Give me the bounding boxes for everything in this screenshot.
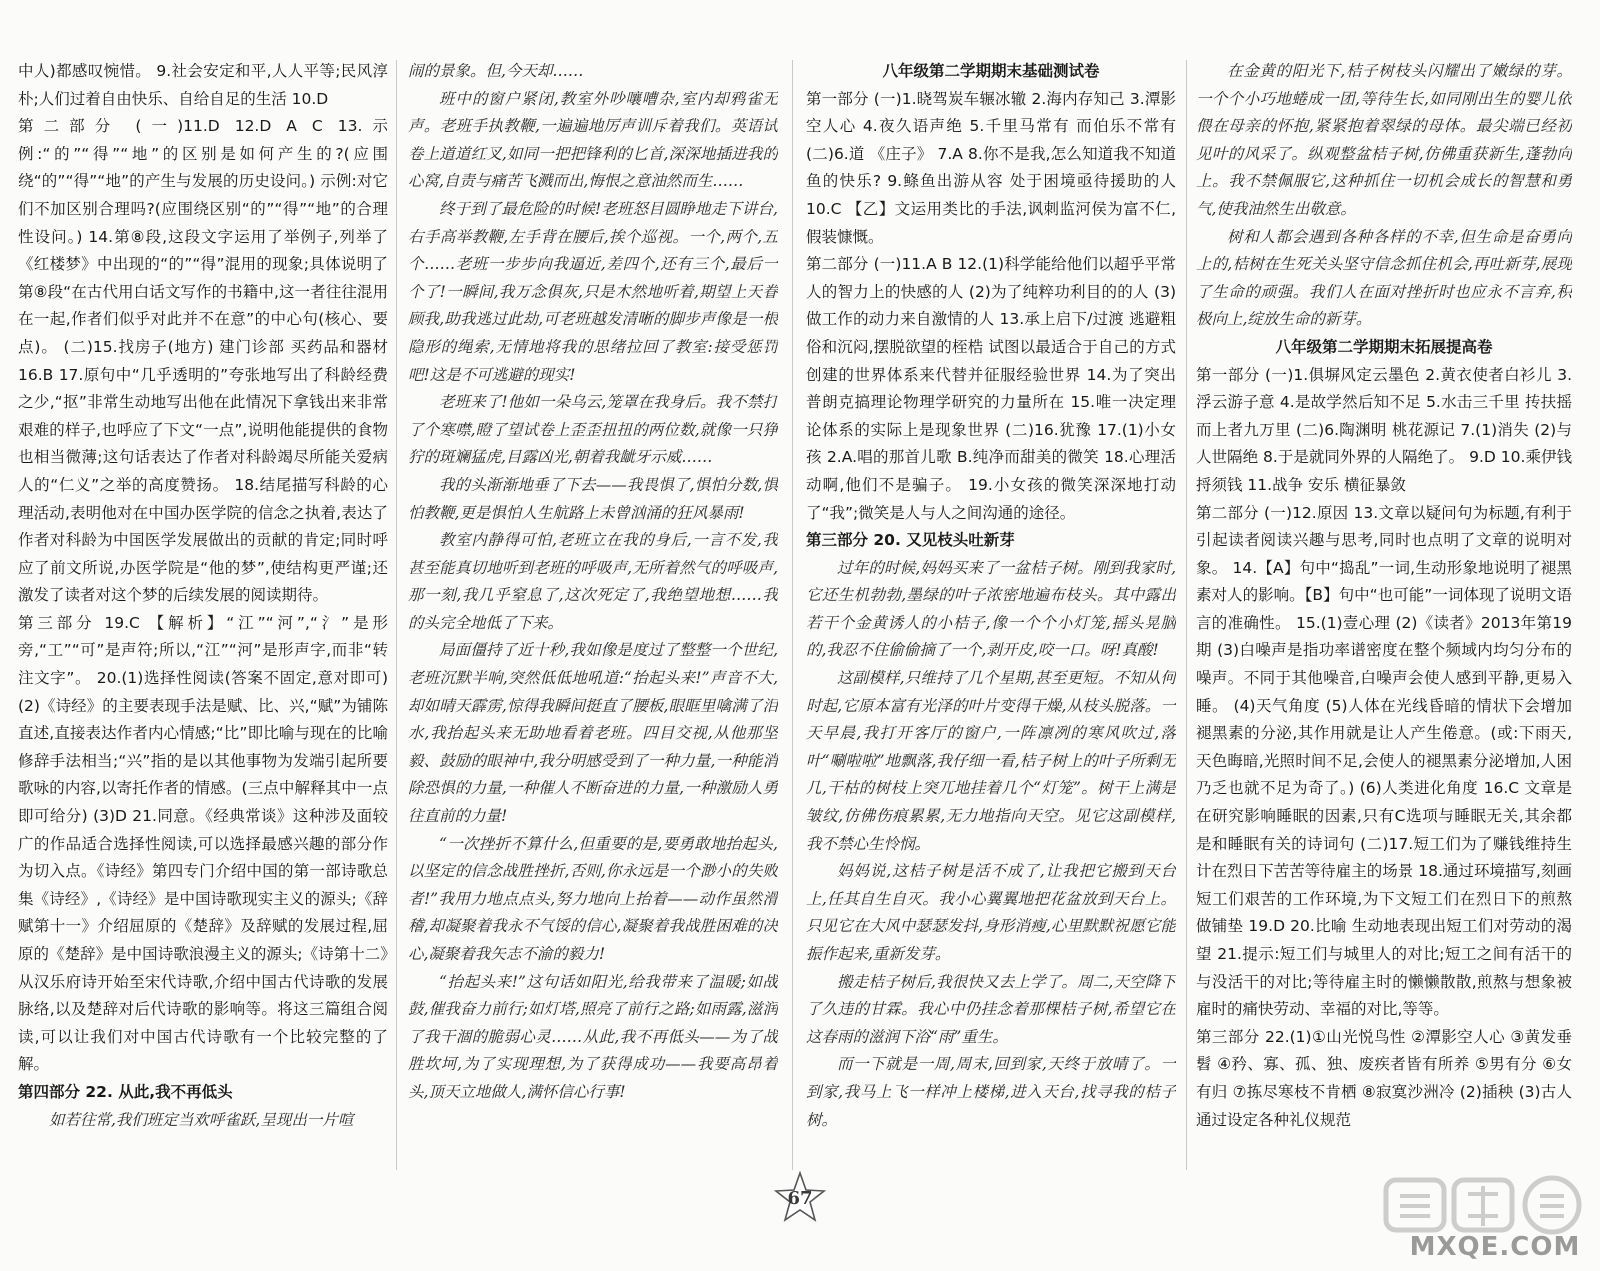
col3-essay-para-3: 妈妈说,这桔子树是活不成了,让我把它搬到天台上,任其自生自灭。我小心翼翼地把花盆放到天台上。只见它在大风中瑟瑟发抖,身形消瘦,心里默默祝愿它能振作起来,重新发芽。 <box>806 862 1176 963</box>
col4-para-3: 第三部分 22.(1)①山光悦鸟性 ②潭影空人心 ③黄发垂髫 ④矜、寡、孤、独、废疾者皆有所养 ⑤男有分 ⑥女有归 ⑦拣尽寒枝不肯栖 ⑧寂寞沙洲冷 (2)插秧 (3)古人通过设定各种礼仪规范 <box>1196 1027 1572 1129</box>
column-divider <box>396 60 397 1170</box>
col1-para-1: 中人)都感叹惋惜。 9.社会安定和平,人人平等;民风淳朴;人们过着自由快乐、自给自足的生活 10.D <box>18 62 388 108</box>
col3-essay-para-4: 搬走桔子树后,我很快又去上学了。周二,天空降下了久违的甘霖。我心中仍挂念着那棵桔子树,希望它在这春雨的滋润下浴“雨”重生。 <box>806 972 1176 1046</box>
column-divider <box>1186 60 1187 1170</box>
col3-para-1: 第一部分 (一)1.晓驾炭车辗冰辙 2.海内存知己 3.潭影空人心 4.夜久语声绝 5.千里马常有 而伯乐不常有 (二)6.道 《庄子》 7.A 8.你不是我,怎么知道我不知道鱼的快乐? 9.鲦鱼出游从容 处于困境亟待援助的人 10.C 【乙】文运用类比的手法,讽刺监河侯为富不仁,假装慷慨。 <box>806 89 1176 246</box>
col1-section-heading: 第四部分 22. 从此,我不再低头 <box>18 1082 233 1101</box>
col3-essay-para-5: 而一下就是一周,周末,回到家,天终于放晴了。一到家,我马上飞一样冲上楼梯,进入天台,找寻我的桔子树。 <box>806 1055 1176 1129</box>
col4-para-1: 第一部分 (一)1.俱塀风定云墨色 2.黄衣使者白衫儿 3.浮云游子意 4.是故学然后知不足 5.水击三千里 抟扶摇而上者九万里 (二)6.陶渊明 桃花源记 7.(1)消失 (2)与人世隔绝 8.于是就同外界的人隔绝了。 9.D 10.乘伊钱 捋须钱 11.战争 安乐 横征暴敛 <box>1196 365 1572 494</box>
col4-para-2: 第二部分 (一)12.原因 13.文章以疑问句为标题,有利于引起读者阅读兴趣与思考,同时也点明了文章的说明对象。 14.【A】句中“捣乱”一词,生动形象地说明了褪黑素对人的影响。【B】句中“也可能”一词体现了说明文语言的准确性。 15.(1)壹心理 (2)《读者》2013年第19期 (3)白噪声是指功率谱密度在整个频域内均匀分布的噪声。不同于其他噪音,白噪声会使人感到平静,更易入睡。 (4)天气角度 (5)人体在光线昏暗的情状下会增加褪黑素的分泌,其作用就是让人产生倦意。(或:下雨天,天色晦暗,光照时间不足,会使人的褪黑素分泌增加,人困乃乏也就不足为奇了。) (6)人类进化角度 16.C 文章是在研究影响睡眠的因素,只有C选项与睡眠无关,其余都是和睡眠有关的诗词句 (二)17.短工们为了赚钱维持生计在烈日下苦苦等待雇主的场景 18.通过环境描写,刻画短工们艰苦的工作环境,为下文短工们在烈日下的煎熬做铺垫 19.D 20.比喻 生动地表现出短工们对劳动的渴望 21.提示:短工们与城里人的对比;短工之间有活干的与没活干的对比;等待雇主时的懒懒散散,煎熬与想象被雇时的痛快劳动、幸福的对比,等等。 <box>1196 503 1572 1019</box>
col1-para-2: 第二部分 (一)11.D 12.D A C 13.示例:“的”“得”“地”的区别是如何产生的?(应围绕“的”“得”“地”的产生与发展的历史设问。) 示例:对它们不加区别合理吗?(应围绕区别“的”“得”“地”的合理性设问。) 14.第⑧段,这段文字运用了举例子,列举了《红楼梦》中出现的“的”“得”混用的现象;具体说明了第⑧段“在古代用白话文写作的书籍中,这一者往往混用在一起,作者们似乎对此并不在意”的中心句(核心、要点)。 (二)15.找房子(地方) 建门诊部 买药品和器材 16.B 17.原句中“几乎透明的”夸张地写出了科龄经费之少,“抠”非常生动地写出他在此情况下拿钱出来非常艰难的样子,也呼应了下文“一点”,说明他能提供的食物也相当微薄;这句话表达了作者对科龄竭尽所能关爱病人的“仁义”之举的高度赞扬。 18.结尾描写科龄的心理活动,表明他对在中国办医学院的信念之执着,表达了作者对科龄为中国医学发展做出的贡献的肯定;同时呼应了前文所说,办医学院是“他的梦”,使结构更严谨;还激发了读者对这个梦的后续发展的阅读期待。 <box>18 117 388 605</box>
column-divider <box>792 60 793 1170</box>
exam-title-basic: 八年级第二学期期末基础测试卷 <box>882 62 1100 80</box>
col4-essay-para-1: 在金黄的阳光下,桔子树枝头闪耀出了嫩绿的芽。一个个小巧地蜷成一团,等待生长,如同刚出生的婴儿依偎在母亲的怀抱,紧紧抱着翠绿的母体。最尖端已经初见叶的风采了。纵观整盆桔子树,仿佛重获新生,蓬勃向上。我不禁佩服它,这种抓住一切机会成长的智慧和勇气,使我油然生出敬意。 <box>1196 62 1572 218</box>
col3-essay-para-2: 这副模样,只维持了几个星期,甚至更短。不知从何时起,它原本富有光泽的叶片变得干燥,从枝头脱落。一天早晨,我打开客厅的窗户,一阵凛冽的寒风吹过,落叶“唰啦啦”地飘落,我仔细一看,桔子树上的叶子所剩无几,干枯的树枝上突兀地挂着几个“灯笼”。树干上满是皱纹,仿佛伤痕累累,无力地指向天空。见它这副模样,我不禁心生怜悯。 <box>806 669 1176 853</box>
essay-para-7: 局面僵持了近十秒,我如像是度过了整整一个世纪,老班沉默半响,突然低低地吼道:“抬起头来!”声音不大,却如晴天霹雳,惊得我瞬间挺直了腰板,眼眶里噙满了泪水,我抬起头来无助地看着老班。四目交视,从他那坚毅、鼓励的眼神中,我分明感受到了一种力量,一种能消除恐惧的力量,一种催人不断奋进的力量,一种激励人勇往直前的力量! <box>408 641 778 826</box>
essay-para-2: 班中的窗户紧闭,教室外吵嚷嘈杂,室内却鸦雀无声。老班手执教鞭,一遍遍地厉声训斥着我们。英语试卷上道道红叉,如同一把把锋利的匕首,深深地插进我的心窝,自责与痛苦飞溅而出,悔恨之意油然而生…… <box>408 89 778 191</box>
essay-para-9: “抬起头来!”这句话如阳光,给我带来了温暖;如战鼓,催我奋力前行;如灯塔,照亮了前行之路;如雨露,滋润了我干涸的脆弱心灵……从此,我不再低头——为了战胜坎坷,为了实现理想,为了获得成功——我要高昂着头,顶天立地做人,满怀信心行事! <box>408 972 778 1101</box>
col3-para-2: 第二部分 (一)11.A B 12.(1)科学能给他们以超乎平常人的智力上的快感的人 (2)为了纯粹功利目的的人 (3)做工作的动力来自激情的人 13.承上启下/过渡 逃避粗俗和沉闷,摆脱欲望的桎梏 试图以最适合于自己的方式创建的世界体系来代替并征服经验世界 14.为了突出普朗克搞理论物理学研究的力量所在 15.唯一决定理论体系的实际上是现象世界 (二)16.犹豫 17.(1)小女孩 2.A.唱的那首儿歌 B.纯净而甜美的微笑 18.心理活动啊,他们不是骗子。 19.小女孩的微笑深深地打动了“我”;微笑是人与人之间沟通的途径。 <box>806 255 1176 522</box>
column-4 <box>1196 58 1572 1183</box>
page-number: 67 <box>787 1188 813 1209</box>
col3-section-heading: 第三部分 20. 又见枝头吐新芽 <box>806 531 1015 550</box>
essay-para-3: 终于到了最危险的时候!老班怒目圆睁地走下讲台,右手高举教鞭,左手背在腰后,挨个巡视。一个,两个,五个……老班一步步向我逼近,差四个,还有三个,最后一个了!一瞬间,我万念俱灰,只是木然地听着,期望上天眷顾我,助我逃过此劫,可老班越发清晰的脚步声像是一根隐形的绳索,无情地将我的思绪拉回了教室:接受惩罚吧!这是不可逃避的现实! <box>408 199 778 384</box>
column-1 <box>18 58 388 1183</box>
watermark-url: MXQE.COM <box>1409 1232 1581 1262</box>
column-3 <box>806 58 1176 1183</box>
col3-essay-para-1: 过年的时候,妈妈买来了一盆桔子树。刚到我家时,它还生机勃勃,墨绿的叶子浓密地遍布枝头。其中露出若干个金黄诱人的小桔子,像一个个小灯笼,摇头晃脑的,我忍不住偷偷摘了一个,剥开皮,咬一口。呀!真酸! <box>806 558 1176 660</box>
essay-para-5: 我的头渐渐地垂了下去——我畏惧了,惧怕分数,惧怕教鞭,更是惧怕人生航路上未曾汹涌的狂风暴雨! <box>408 475 778 522</box>
essay-para-4: 老班来了!他如一朵乌云,笼罩在我身后。我不禁打了个寒噤,瞪了望试卷上歪歪扭扭的两位数,就像一只狰狞的斑斓猛虎,目露凶光,朝着我龇牙示威…… <box>408 393 778 467</box>
essay-para-1: 闹的景象。但,今天却…… <box>408 62 584 80</box>
col1-para-3: 第三部分 19.C 【解析】“江”“河”,“氵”是形旁,“工”“可”是声符;所以,“江”“河”是形声字,而非“转注文字”。 20.(1)选择性阅读(答案不固定,意对即可) (2)《诗经》的主要表现手法是赋、比、兴,“赋”为铺陈直述,直接表达作者内心情感;“比”即比喻与现在的比喻修辞手法相当;“兴”指的是以其他事物为发端引起所要歌咏的内容,以寄托作者的情感。(三点中解释其中一点即可给分) (3)D 21.同意。《经典常谈》这种涉及面较广的作品适合选择性阅读,可以选择最感兴趣的部分作为切入点。《诗经》第四专门介绍中国的第一部诗歌总集《诗经》,《诗经》是中国诗歌现实主义的源头;《辞赋第十一》介绍屈原的《楚辞》及辞赋的发展过程,屈原的《楚辞》是中国诗歌浪漫主义的源头;《诗第十二》从汉乐府诗开始至宋代诗歌,介绍中国古代诗歌的发展脉络,以及楚辞对后代诗歌的影响等。将这三篇组合阅读,可以让我们对中国古代诗歌有一个比较完整的了解。 <box>18 613 388 1074</box>
essay-para-8: “一次挫折不算什么,但重要的是,要勇敢地抬起头,以坚定的信念战胜挫折,否则,你永远是一个渺小的失败者!”我用力地点点头,努力地向上抬着——动作虽然滑稽,却凝聚着我永不气馁的信心,凝聚着我战胜困难的决心,凝聚着我矢志不渝的毅力! <box>408 834 778 963</box>
col1-essay-start: 如若往常,我们班定当欢呼雀跃,呈现出一片喧 <box>49 1110 354 1129</box>
col4-essay-para-2: 树和人都会遇到各种各样的不幸,但生命是奋勇向上的,桔树在生死关头坚守信念抓住机会,再吐新芽,展现了生命的顽强。我们人在面对挫折时也应永不言弃,积极向上,绽放生命的新芽。 <box>1196 227 1572 329</box>
essay-para-6: 教室内静得可怕,老班立在我的身后,一言不发,我甚至能真切地听到老班的呼吸声,无所着然气的呼吸声,那一刻,我几乎窒息了,这次死定了,我绝望地想……我的头完全地低了下来。 <box>408 531 778 632</box>
column-2-handwritten-essay <box>408 58 778 1183</box>
exam-title-advanced: 八年级第二学期期末拓展提高卷 <box>1275 337 1493 356</box>
